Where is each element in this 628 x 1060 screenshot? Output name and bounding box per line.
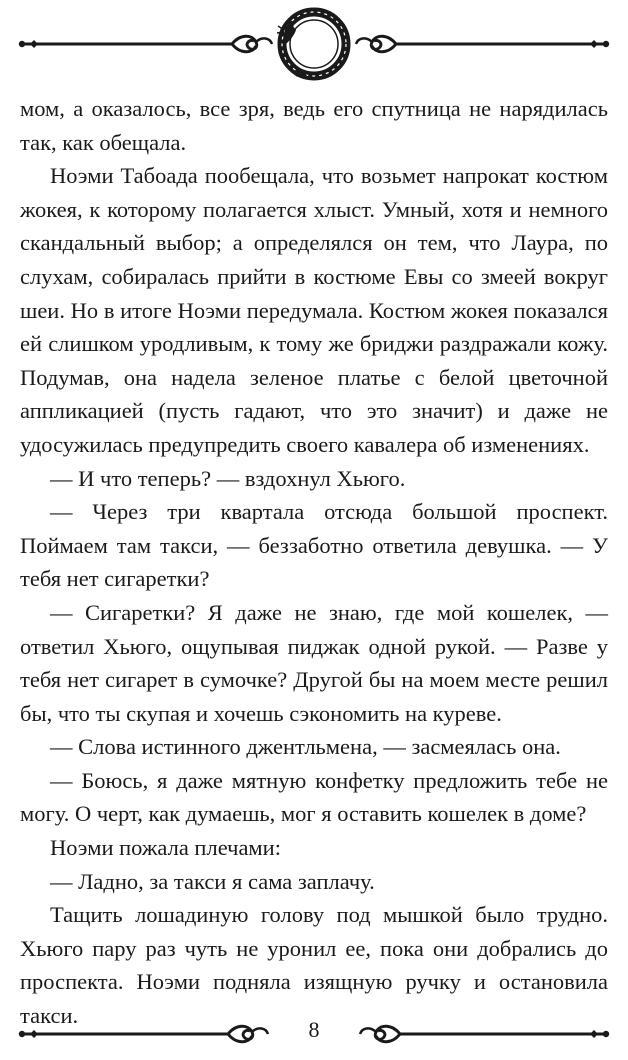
paragraph: Ноэми пожала плечами: (50, 835, 281, 861)
paragraph: Тащить лошадиную голову под мышкой было трудно. Хьюго пару раз чуть не уронил ее, пока они добрались до проспекта. Ноэми подняла изящную ручку и остановила такси. (20, 902, 608, 1029)
top-ornament (0, 0, 628, 90)
body-text (20, 92, 608, 1033)
dialogue-line: — Ладно, за такси я сама заплачу. (50, 868, 375, 894)
paragraph: мом, а оказалось, все зря, ведь его спутница не нарядилась так, как обещала. (20, 96, 608, 155)
dialogue-line: — И что теперь? — вздохнул Хьюго. (50, 465, 406, 491)
dialogue-line: — Боюсь, я даже мятную конфетку предложить тебе не могу. О черт, как думаешь, мог я оставить кошелек в доме? (20, 767, 608, 827)
paragraph: Ноэми Табоада пообещала, что возьмет напрокат костюм жокея, к которому полагается хлыст. Умный, хотя и немного скандальный выбор; а определялся он тем, что Лаура, по слухам, собиралась прийти в костюме Евы со змеей вокруг шеи. Но в итоге Ноэми передумала. Костюм жокея показался ей слишком уродливым, к тому же бриджи раздражали кожу. Подумав, она надела зеленое платье с белой цветочной аппликацией (пусть гадают, что это значит) и даже не удосужилась предупредить своего кавалера об изменениях. (20, 163, 608, 457)
dialogue-line: — Сигаретки? Я даже не знаю, где мой кошелек, — ответил Хьюго, ощупывая пиджак одной рукой. — Разве у тебя нет сигарет в сумочке? Другой бы на моем месте решил бы, что ты скупая и хочешь сэкономить на куреве. (20, 599, 608, 726)
ouroboros-serpent-icon (0, 0, 628, 90)
dialogue-line: — Слова истинного джентльмена, — засмеялась она. (50, 734, 561, 760)
page-number: 8 (308, 1017, 320, 1042)
dialogue-line: — Через три квартала отсюда большой проспект. Поймаем там такси, — беззаботно ответила девушка. — У тебя нет сигаретки? (20, 499, 608, 592)
